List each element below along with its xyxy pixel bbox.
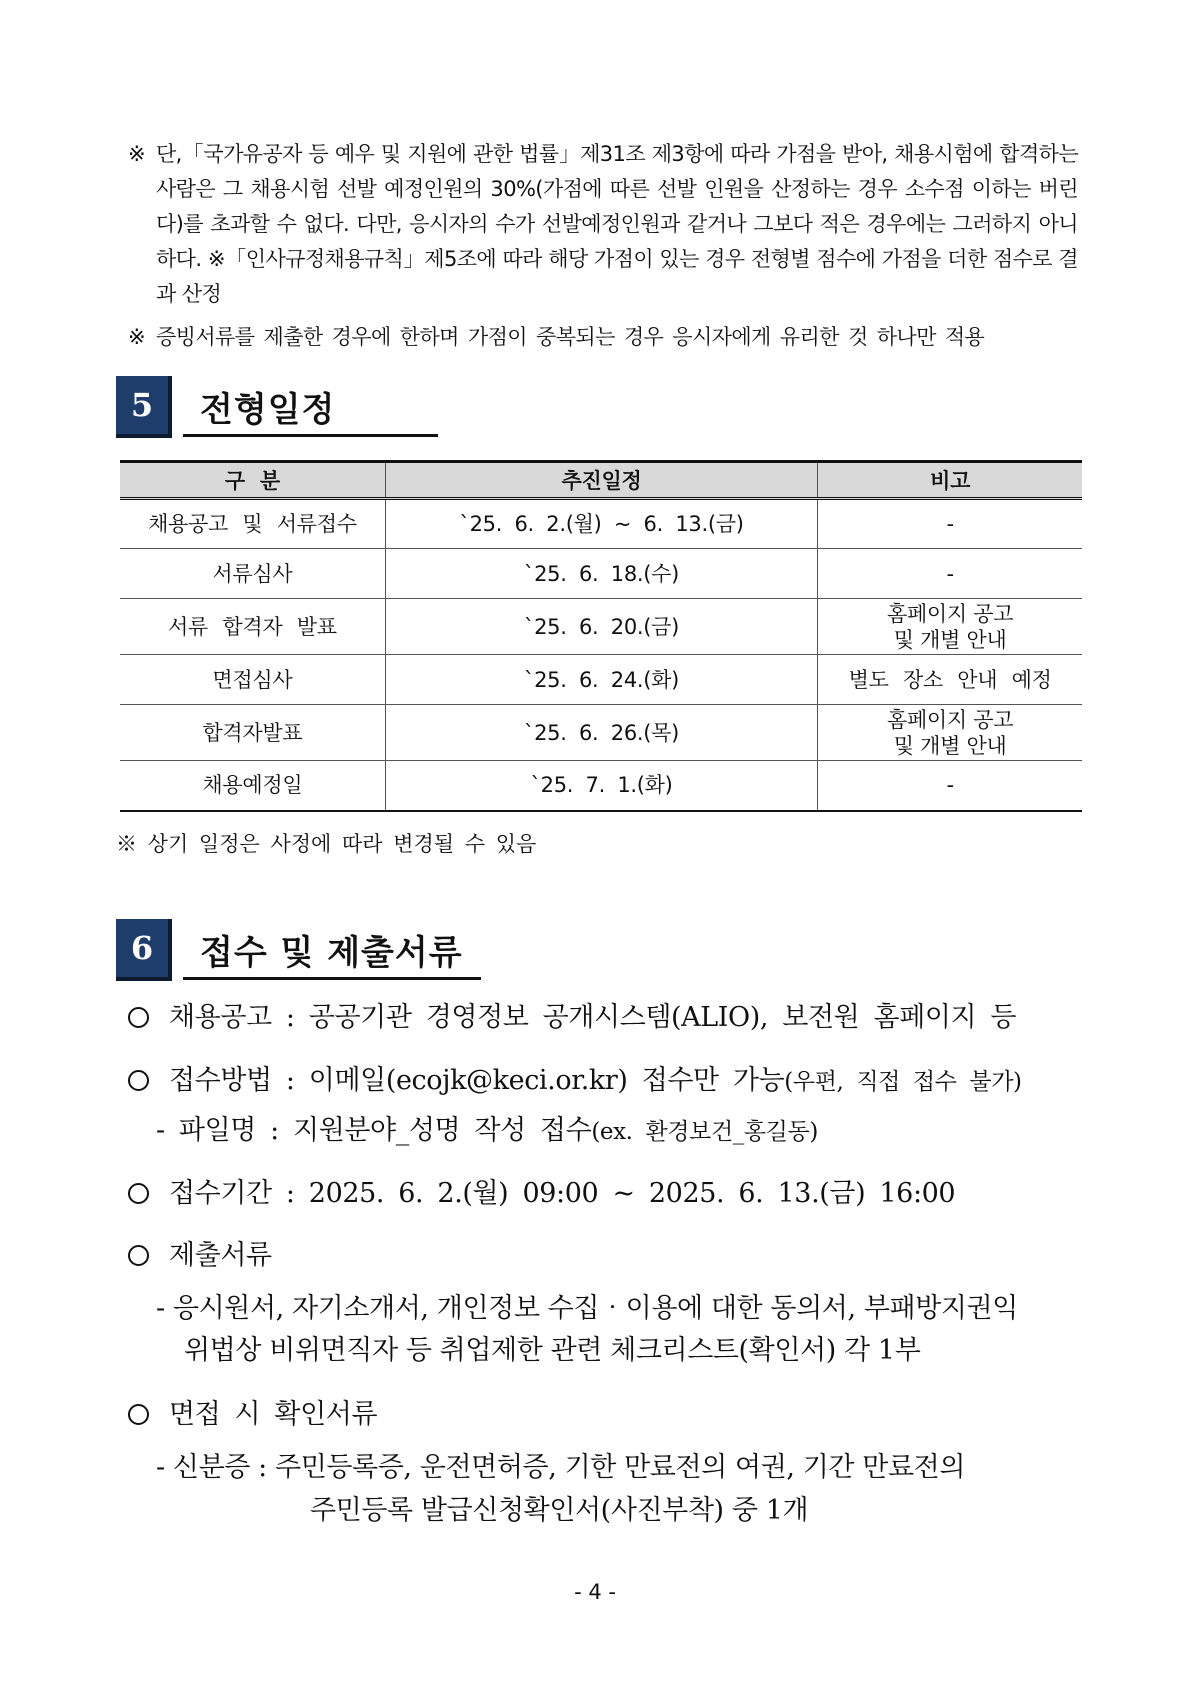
row-remarks: - [818, 499, 1082, 549]
section-title: 접수 및 제출서류 [200, 933, 463, 973]
row-category: 합격자발표 [120, 705, 385, 761]
circle-bullet-icon [128, 1183, 149, 1204]
row-date: `25. 6. 24.(화) [385, 655, 817, 705]
section-underline [183, 977, 481, 980]
row-remarks: - [818, 549, 1082, 599]
circle-bullet-icon [128, 1007, 149, 1028]
row-date: `25. 6. 26.(목) [385, 705, 817, 761]
row-date: `25. 6. 18.(수) [385, 549, 817, 599]
circle-bullet-icon [128, 1070, 149, 1091]
sub-item-documents-line1: - 응시원서, 자기소개서, 개인정보 수집‧이용에 대한 동의서, 부패방지권익 [156, 1293, 1018, 1324]
sub-item-id-line2: 주민등록 발급신청확인서(사진부착) 중 1개 [310, 1495, 809, 1526]
header-remarks: 비고 [818, 462, 1082, 499]
row-remarks: - [818, 761, 1082, 811]
row-category: 면접심사 [120, 655, 385, 705]
table-row [120, 599, 1082, 655]
row-category: 채용공고 및 서류접수 [120, 499, 385, 549]
circle-bullet-icon [128, 1245, 149, 1266]
sub-item-filename: - 파일명 : 지원분야_성명 작성 접수(ex. 환경보건_홍길동) [156, 1115, 818, 1146]
table-row [120, 705, 1082, 761]
header-category: 구 분 [120, 462, 385, 499]
sub-item-documents-line2: 위법상 비위면직자 등 취업제한 관련 체크리스트(확인서) 각 1부 [184, 1335, 921, 1366]
item-application-period: 접수기간 : 2025. 6. 2.(월) 09:00 ~ 2025. 6. 13.(금) 16:00 [128, 1171, 955, 1210]
page-number: - 4 - [574, 1580, 616, 1604]
item-interview-documents: 면접 시 확인서류 [128, 1392, 377, 1431]
row-date: `25. 6. 20.(금) [385, 599, 817, 655]
note-text: 증빙서류를 제출한 경우에 한하며 가점이 중복되는 경우 응시자에게 유리한 것 하나만 적용 [156, 325, 985, 349]
row-category: 채용예정일 [120, 761, 385, 811]
row-date: `25. 7. 1.(화) [385, 761, 817, 811]
section-number-badge: 6 [116, 919, 172, 981]
table-row [120, 499, 1082, 549]
row-date: `25. 6. 2.(월) ~ 6. 13.(금) [385, 499, 817, 549]
schedule-table [120, 460, 1082, 812]
note-mark: ※ [128, 142, 145, 166]
table-row [120, 549, 1082, 599]
header-schedule: 추진일정 [385, 462, 817, 499]
item-recruitment-notice: 채용공고 : 공공기관 경영정보 공개시스템(ALIO), 보전원 홈페이지 등 [128, 995, 1016, 1034]
row-remarks: 별도 장소 안내 예정 [818, 655, 1082, 705]
note-mark: ※ [128, 325, 145, 349]
section-number-badge: 5 [116, 376, 172, 438]
section-title: 전형일정 [200, 390, 336, 430]
row-remarks: 홈페이지 공고 및 개별 안내 [818, 599, 1082, 655]
item-required-documents: 제출서류 [128, 1233, 272, 1272]
schedule-footnote: ※ 상기 일정은 사정에 따라 변경될 수 있음 [116, 832, 537, 856]
item-application-method: 접수방법 : 이메일(ecojk@keci.or.kr) 접수만 가능(우편, 직접 접수 불가) [128, 1058, 1022, 1097]
section-underline [183, 434, 438, 437]
table-header-row [120, 462, 1082, 499]
row-category: 서류심사 [120, 549, 385, 599]
sub-item-id-line1: - 신분증 : 주민등록증, 운전면허증, 기한 만료전의 여권, 기간 만료전의 [156, 1452, 966, 1483]
circle-bullet-icon [128, 1404, 149, 1425]
table-row [120, 761, 1082, 811]
table-row [120, 655, 1082, 705]
evidence-note [128, 320, 1078, 355]
note-text: 단,「국가유공자 등 예우 및 지원에 관한 법률」제31조 제3항에 따라 가점을 받아, 채용시험에 합격하는 사람은 그 채용시험 선발 예정인원의 30%(가점에 따른 선발 인원을 산정하는 경우 소수점 이하는 버린다)를 초과할 수 없다. 다만, 응시자의 수가 선발예정인원과 같거나 그보다 적은 경우에는 그러하지 아니하다. ※「인사규정채용규칙」제5조에 따라 해당 가점이 있는 경우 전형별 점수에 가점을 더한 점수로 결과 산정 [156, 142, 1078, 306]
row-remarks: 홈페이지 공고 및 개별 안내 [818, 705, 1082, 761]
bonus-points-note [128, 137, 1078, 312]
row-category: 서류 합격자 발표 [120, 599, 385, 655]
